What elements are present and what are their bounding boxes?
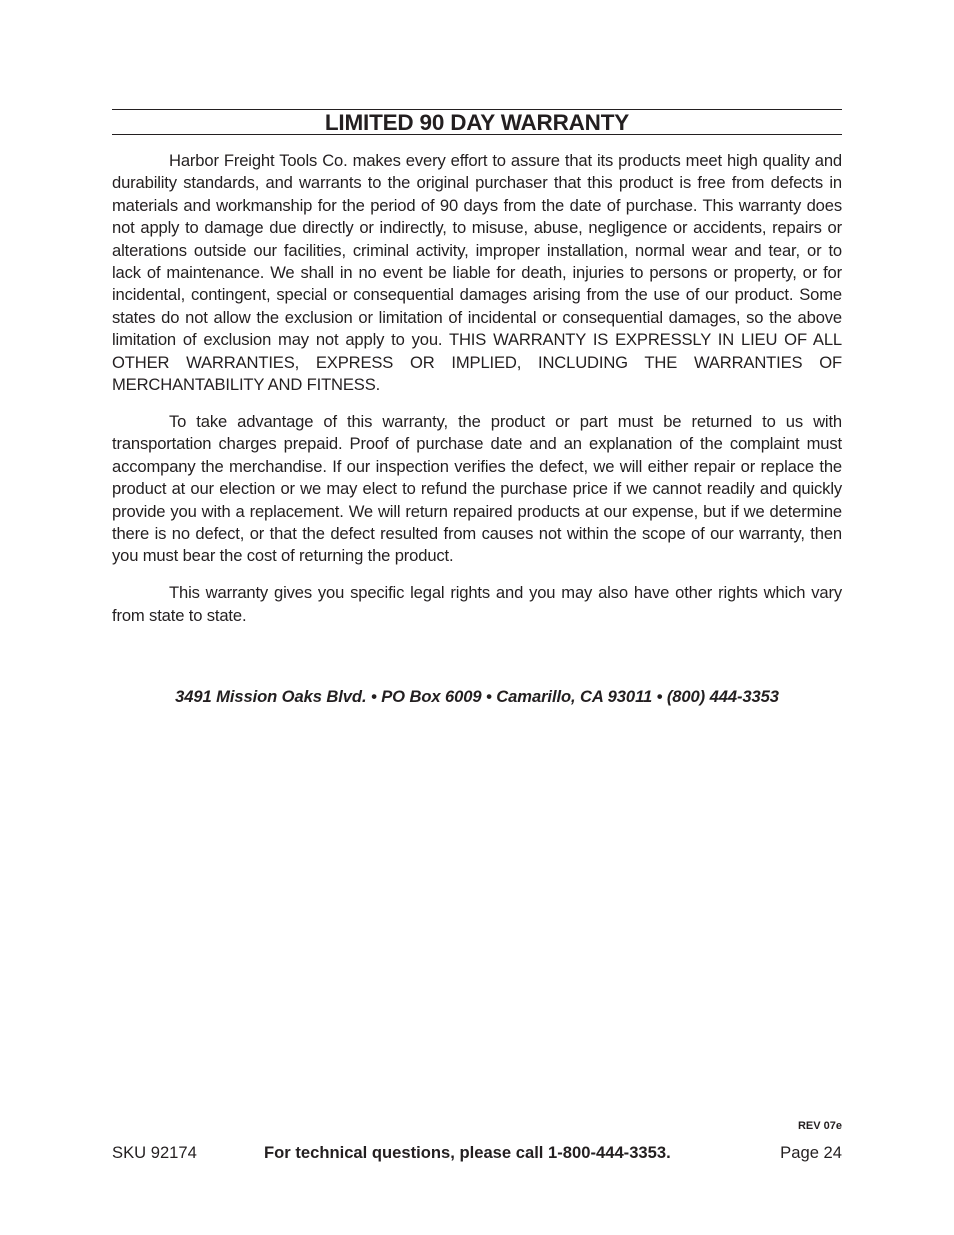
warranty-paragraph-claims: To take advantage of this warranty, the product or part must be returned to us with transportation charges prepaid. Proof of purchase date and an explanation of the complaint must accompany the merchandise. If our inspection verifies the defect, we will either repair or replace the product at our election or we may elect to refund the purchase price if we cannot readily and quickly provide you with a replacement. We will return repaired products at our expense, but if we determine there is no defect, or that the defect resulted from causes not within the scope of our warranty, then you must bear the cost of returning the product. — [112, 411, 842, 566]
page-footer — [112, 1141, 842, 1165]
heading-rule-box — [112, 109, 842, 135]
footer-tech-support: For technical questions, please call 1-800-444-3353. — [264, 1143, 671, 1162]
warranty-body — [112, 150, 842, 642]
warranty-paragraph-rights: This warranty gives you specific legal rights and you may also have other rights which vary from state to state. — [112, 583, 842, 625]
page-title: LIMITED 90 DAY WARRANTY — [324, 110, 630, 135]
footer-sku: SKU 92174 — [112, 1143, 197, 1162]
footer-page-number: Page 24 — [780, 1143, 842, 1162]
company-address: 3491 Mission Oaks Blvd. • PO Box 6009 • Camarillo, CA 93011 • (800) 444-3353 — [175, 687, 779, 706]
warranty-paragraph-coverage: Harbor Freight Tools Co. makes every effort to assure that its products meet high quality and durability standards, and warrants to the original purchaser that this product is free from defects in materials and workmanship for the period of 90 days from the date of purchase. This warranty does not apply to damage due directly or indirectly, to misuse, abuse, negligence or accidents, repairs or alterations outside our facilities, criminal activity, improper installation, normal wear and tear, or to lack of maintenance. We shall in no event be liable for death, injuries to persons or property, or for incidental, contingent, special or consequential damages arising from the use of our product. Some states do not allow the exclusion or limitation of incidental or consequential damages, so the above limitation of exclusion may not apply to you. THIS WARRANTY IS EXPRESSLY IN LIEU OF ALL OTHER WARRANTIES, EXPRESS OR IMPLIED, INCLUDING THE WARRANTIES OF MERCHANTABILITY AND FITNESS. — [112, 151, 842, 395]
revision-label: REV 07e — [797, 1120, 842, 1132]
